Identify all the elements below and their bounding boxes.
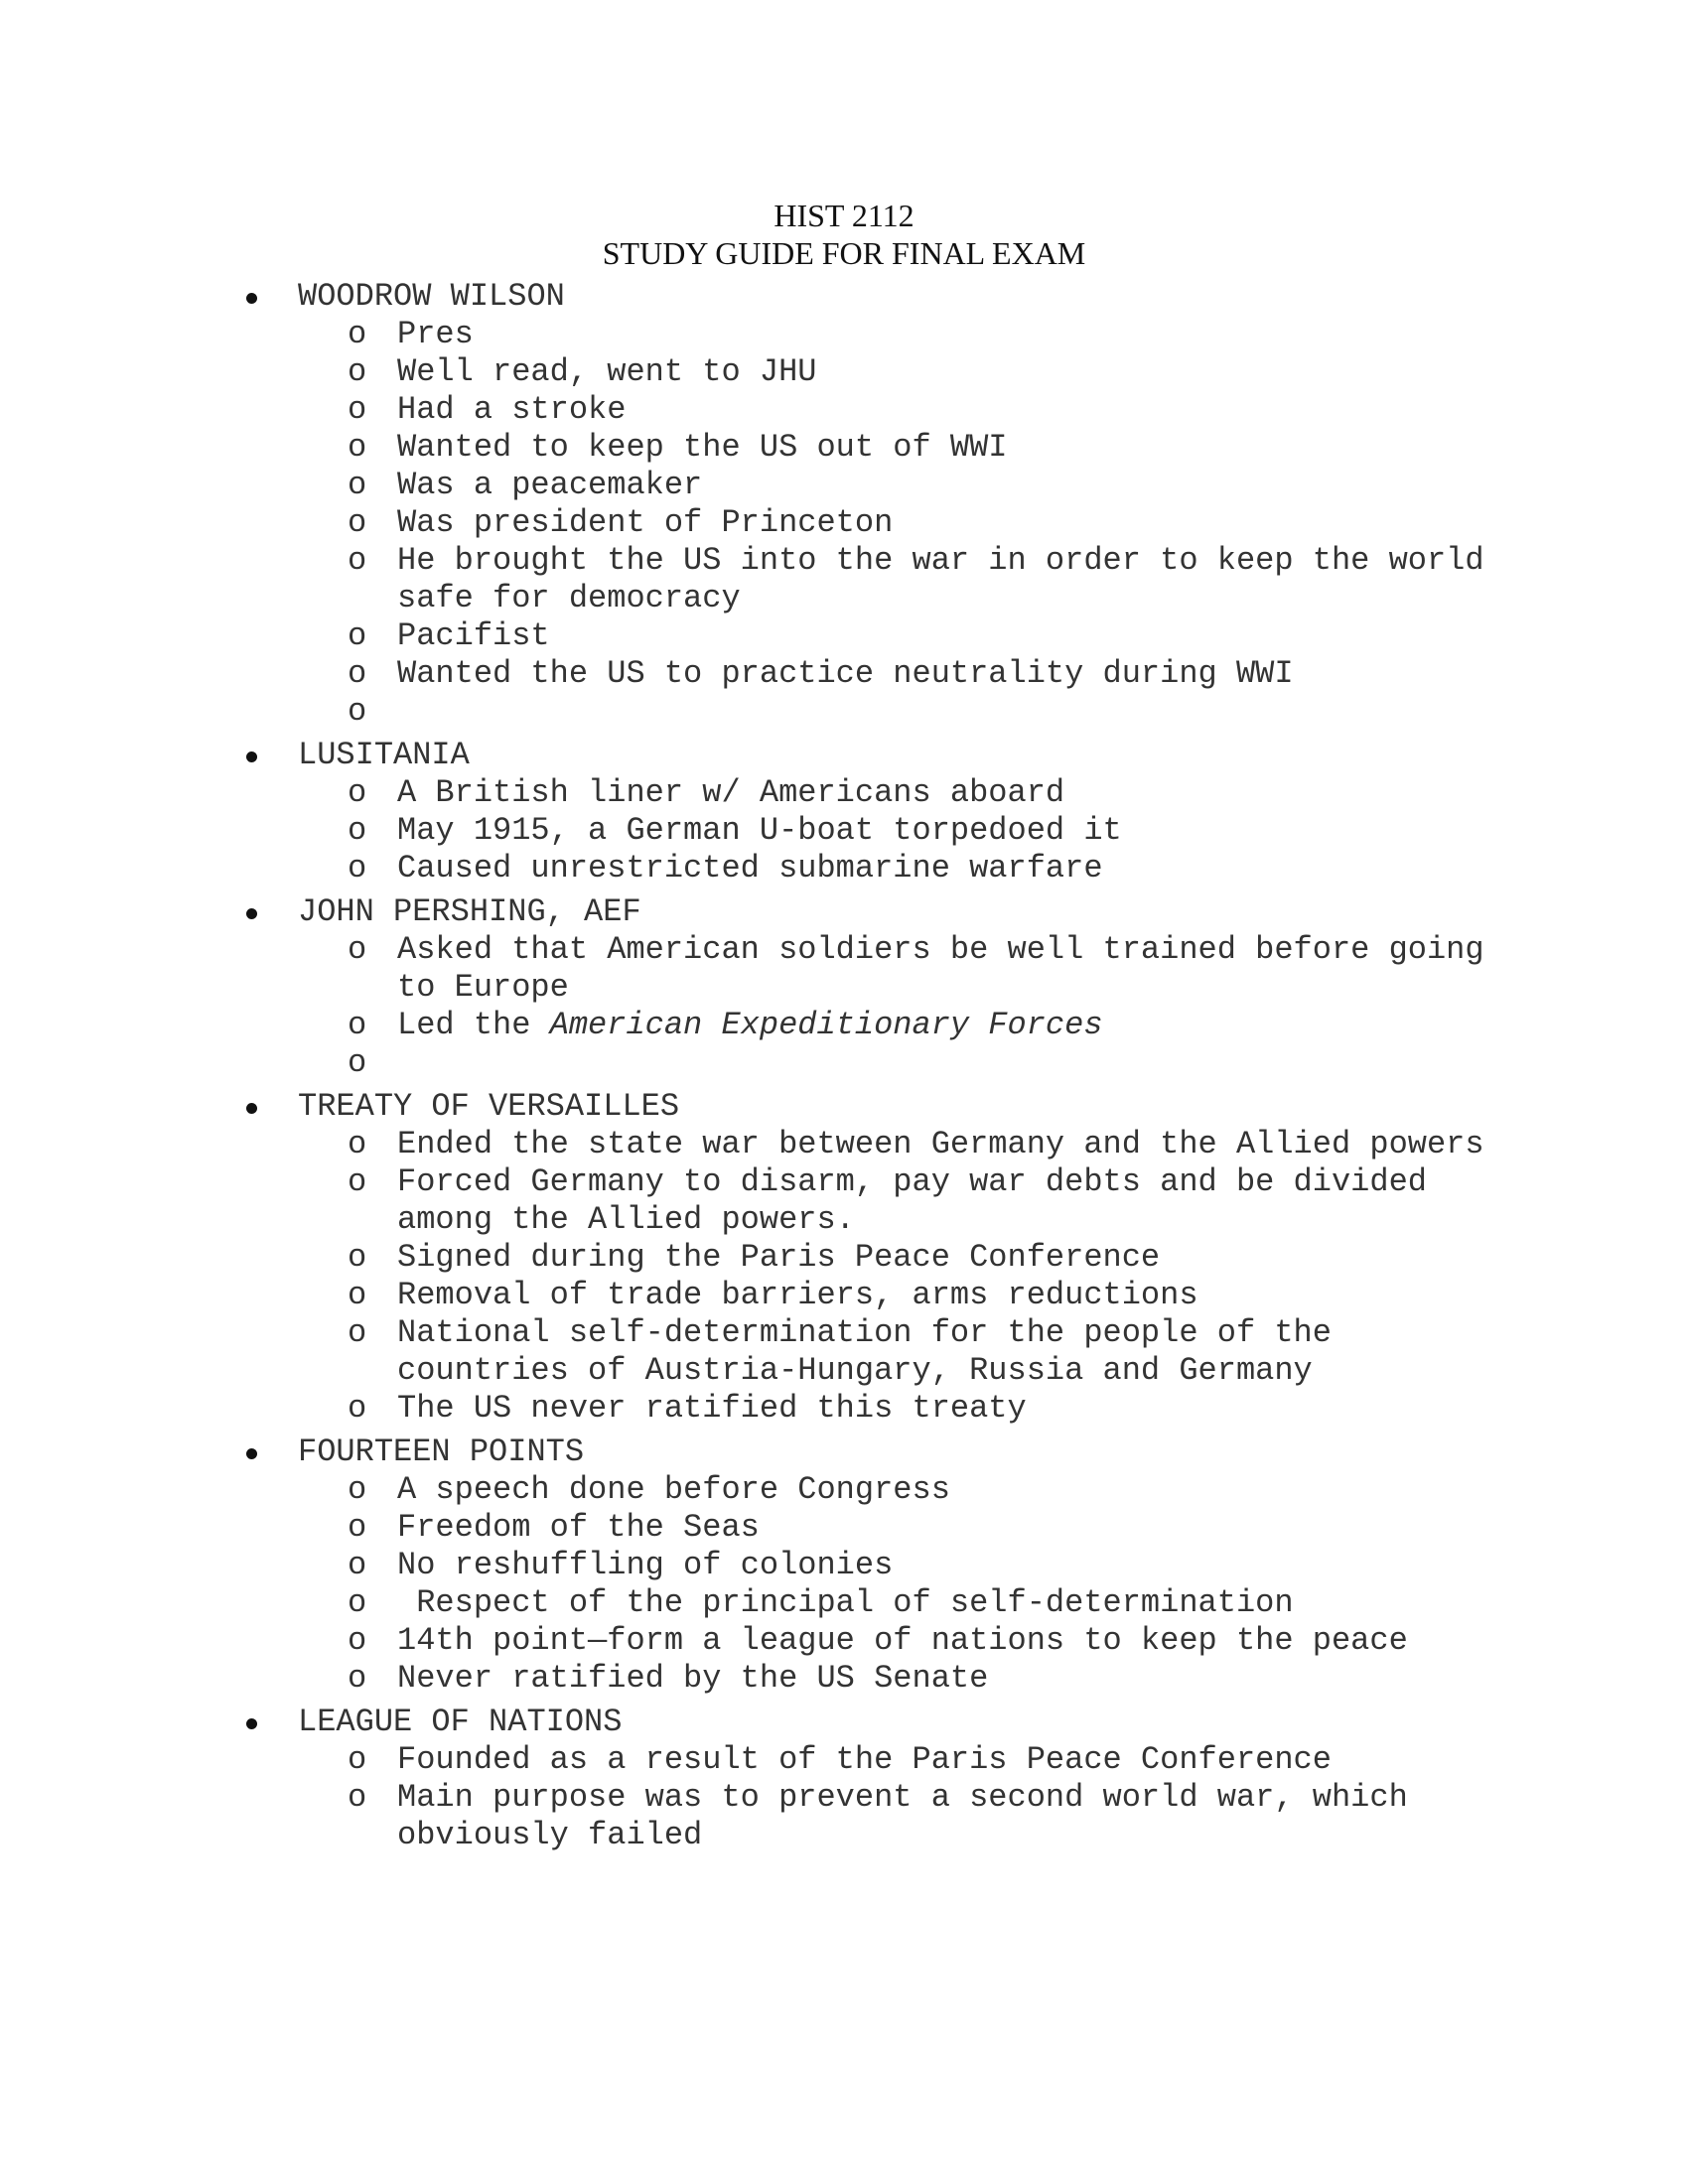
list-item-text	[397, 1314, 1489, 1390]
list-item	[0, 1044, 1489, 1082]
list-item	[0, 391, 1489, 429]
list-item	[0, 774, 1489, 812]
list-item-main-text: Freedom of the Seas	[397, 1509, 760, 1546]
hollow-bullet-icon: o	[348, 467, 367, 503]
hollow-bullet-icon: o	[348, 504, 367, 541]
list-item-main-text: National self-determination for the people of the countries of Austria-Hungary, Russia and Germany	[397, 1314, 1351, 1389]
hollow-bullet-icon: o	[348, 316, 367, 352]
hollow-bullet-icon: o	[348, 1044, 367, 1081]
topic-heading	[0, 1704, 1688, 1741]
list-item	[0, 1126, 1489, 1163]
list-item-main-text: Respect of the principal of self-determination	[397, 1584, 1294, 1621]
topic-label: FOURTEEN POINTS	[298, 1433, 585, 1470]
hollow-bullet-icon: o	[348, 1584, 367, 1621]
topic-heading	[0, 893, 1688, 931]
sub-item-list	[0, 1471, 1688, 1698]
list-item-main-text: Was a peacemaker	[397, 467, 703, 503]
list-item-text	[397, 1163, 1489, 1239]
list-item	[0, 1622, 1489, 1660]
list-item-main-text: May 1915, a German U-boat torpedoed it	[397, 812, 1122, 849]
bullet-icon	[246, 751, 257, 762]
hollow-bullet-icon: o	[348, 1779, 367, 1816]
sub-item-list	[0, 774, 1688, 887]
list-item	[0, 1509, 1489, 1547]
list-item	[0, 429, 1489, 467]
list-item-main-text: Wanted the US to practice neutrality during WWI	[397, 655, 1294, 692]
list-item-main-text: No reshuffling of colonies	[397, 1547, 894, 1583]
list-item	[0, 542, 1503, 617]
list-item-main-text: He brought the US into the war in order to keep the world safe for democracy	[397, 542, 1503, 616]
topic-heading	[0, 737, 1688, 774]
list-item-text	[397, 429, 1008, 467]
hollow-bullet-icon: o	[348, 850, 367, 887]
list-item	[0, 931, 1503, 1007]
hollow-bullet-icon: o	[348, 1163, 367, 1200]
list-item-text	[397, 467, 702, 504]
topic-heading	[0, 1088, 1688, 1126]
list-item-main-text: Signed during the Paris Peace Conference	[397, 1239, 1161, 1276]
outline-section	[0, 278, 1688, 731]
hollow-bullet-icon: o	[348, 1314, 367, 1351]
document-title: STUDY GUIDE FOR FINAL EXAM	[602, 235, 1086, 271]
topic-heading	[0, 1433, 1688, 1471]
outline-section	[0, 1433, 1688, 1698]
topic-label: LEAGUE OF NATIONS	[298, 1704, 623, 1740]
hollow-bullet-icon: o	[348, 391, 367, 428]
outline-section	[0, 737, 1688, 887]
list-item	[0, 353, 1489, 391]
list-item-main-text: Pres	[397, 316, 474, 352]
list-item-text	[397, 1547, 893, 1584]
list-item-main-text: Forced Germany to disarm, pay war debts and be divided among the Allied powers.	[397, 1163, 1447, 1238]
list-item	[0, 812, 1489, 850]
list-item	[0, 655, 1489, 693]
list-item	[0, 1007, 1489, 1044]
list-item-main-text: Well read, went to JHU	[397, 353, 817, 390]
list-item-main-text: Wanted to keep the US out of WWI	[397, 429, 1008, 466]
bullet-icon	[246, 1103, 257, 1114]
list-item-main-text: Caused unrestricted submarine warfare	[397, 850, 1103, 887]
hollow-bullet-icon: o	[348, 1390, 367, 1427]
list-item	[0, 316, 1489, 353]
list-item	[0, 1547, 1489, 1584]
outline-section	[0, 1704, 1688, 1854]
hollow-bullet-icon: o	[348, 617, 367, 654]
hollow-bullet-icon: o	[348, 429, 367, 466]
hollow-bullet-icon: o	[348, 812, 367, 849]
list-item-main-text: Main purpose was to prevent a second world war, which obviously failed	[397, 1779, 1427, 1853]
topic-label: JOHN PERSHING, AEF	[298, 893, 641, 930]
list-item	[0, 850, 1489, 887]
list-item	[0, 504, 1489, 542]
list-item	[0, 1779, 1489, 1854]
list-item-text	[397, 1239, 1160, 1277]
hollow-bullet-icon: o	[348, 1741, 367, 1778]
list-item-text	[397, 1584, 1294, 1622]
sub-item-list	[0, 316, 1688, 731]
list-item-text	[397, 812, 1122, 850]
list-item-text	[397, 1007, 1103, 1044]
sub-item-list	[0, 931, 1688, 1082]
list-item-main-text: Removal of trade barriers, arms reductions	[397, 1277, 1198, 1313]
hollow-bullet-icon: o	[348, 1471, 367, 1508]
list-item	[0, 1471, 1489, 1509]
hollow-bullet-icon: o	[348, 1660, 367, 1697]
bullet-icon	[246, 908, 257, 919]
list-item-text	[397, 1277, 1198, 1314]
outline-section	[0, 893, 1688, 1082]
list-item-text	[397, 774, 1064, 812]
list-item-text	[397, 1779, 1489, 1854]
list-item-text	[397, 316, 474, 353]
course-code: HIST 2112	[774, 198, 914, 233]
hollow-bullet-icon: o	[348, 655, 367, 692]
topic-heading	[0, 278, 1688, 316]
hollow-bullet-icon: o	[348, 1547, 367, 1583]
list-item-text	[397, 1622, 1408, 1660]
list-item-main-text: Led the	[397, 1007, 550, 1043]
list-item-main-text: Asked that American soldiers be well trained before going to Europe	[397, 931, 1503, 1006]
list-item-main-text: 14th point—form a league of nations to keep the peace	[397, 1622, 1408, 1659]
sub-item-list	[0, 1126, 1688, 1428]
hollow-bullet-icon: o	[348, 353, 367, 390]
topic-label: LUSITANIA	[298, 737, 470, 773]
list-item-text	[397, 1471, 950, 1509]
list-item-text	[397, 353, 816, 391]
list-item-text	[397, 931, 1503, 1007]
list-item	[0, 1584, 1489, 1622]
list-item-text	[397, 391, 626, 429]
hollow-bullet-icon: o	[348, 693, 367, 730]
list-item	[0, 1239, 1489, 1277]
hollow-bullet-icon: o	[348, 1622, 367, 1659]
list-item	[0, 617, 1489, 655]
hollow-bullet-icon: o	[348, 1239, 367, 1276]
list-item-main-text: The US never ratified this treaty	[397, 1390, 1027, 1427]
list-item-main-text: Had a stroke	[397, 391, 627, 428]
list-item	[0, 1277, 1489, 1314]
hollow-bullet-icon: o	[348, 774, 367, 811]
list-item-text	[397, 1741, 1332, 1779]
list-item	[0, 1314, 1489, 1390]
list-item-text	[397, 1509, 760, 1547]
list-item-main-text: A British liner w/ Americans aboard	[397, 774, 1065, 811]
bullet-icon	[246, 1448, 257, 1459]
hollow-bullet-icon: o	[348, 1509, 367, 1546]
study-guide-outline	[0, 278, 1688, 1860]
list-item-text	[397, 655, 1294, 693]
list-item	[0, 693, 1489, 731]
hollow-bullet-icon: o	[348, 1277, 367, 1313]
list-item-text	[397, 617, 550, 655]
list-item-text	[397, 542, 1503, 617]
list-item	[0, 1660, 1489, 1698]
list-item-main-text: Founded as a result of the Paris Peace Conference	[397, 1741, 1332, 1778]
list-item-text	[397, 504, 893, 542]
list-item-main-text: Never ratified by the US Senate	[397, 1660, 989, 1697]
outline-section	[0, 1088, 1688, 1428]
list-item-main-text: A speech done before Congress	[397, 1471, 950, 1508]
list-item-text	[397, 850, 1103, 887]
hollow-bullet-icon: o	[348, 542, 367, 579]
hollow-bullet-icon: o	[348, 931, 367, 968]
bullet-icon	[246, 1718, 257, 1729]
sub-item-list	[0, 1741, 1688, 1854]
list-item-main-text: Was president of Princeton	[397, 504, 894, 541]
list-item	[0, 1163, 1489, 1239]
topic-label: WOODROW WILSON	[298, 278, 565, 315]
list-item-main-text: Pacifist	[397, 617, 550, 654]
list-item-main-text: Ended the state war between Germany and the Allied powers	[397, 1126, 1484, 1162]
list-item	[0, 1390, 1489, 1428]
document-header	[0, 197, 1688, 272]
hollow-bullet-icon: o	[348, 1007, 367, 1043]
list-item	[0, 1741, 1489, 1779]
list-item-text	[397, 1660, 988, 1698]
list-item	[0, 467, 1489, 504]
bullet-icon	[246, 293, 257, 304]
hollow-bullet-icon: o	[348, 1126, 367, 1162]
list-item-text	[397, 1390, 1027, 1428]
list-item-text	[397, 1126, 1484, 1163]
list-item-emphasis: American Expeditionary Forces	[549, 1007, 1103, 1043]
topic-label: TREATY OF VERSAILLES	[298, 1088, 680, 1125]
